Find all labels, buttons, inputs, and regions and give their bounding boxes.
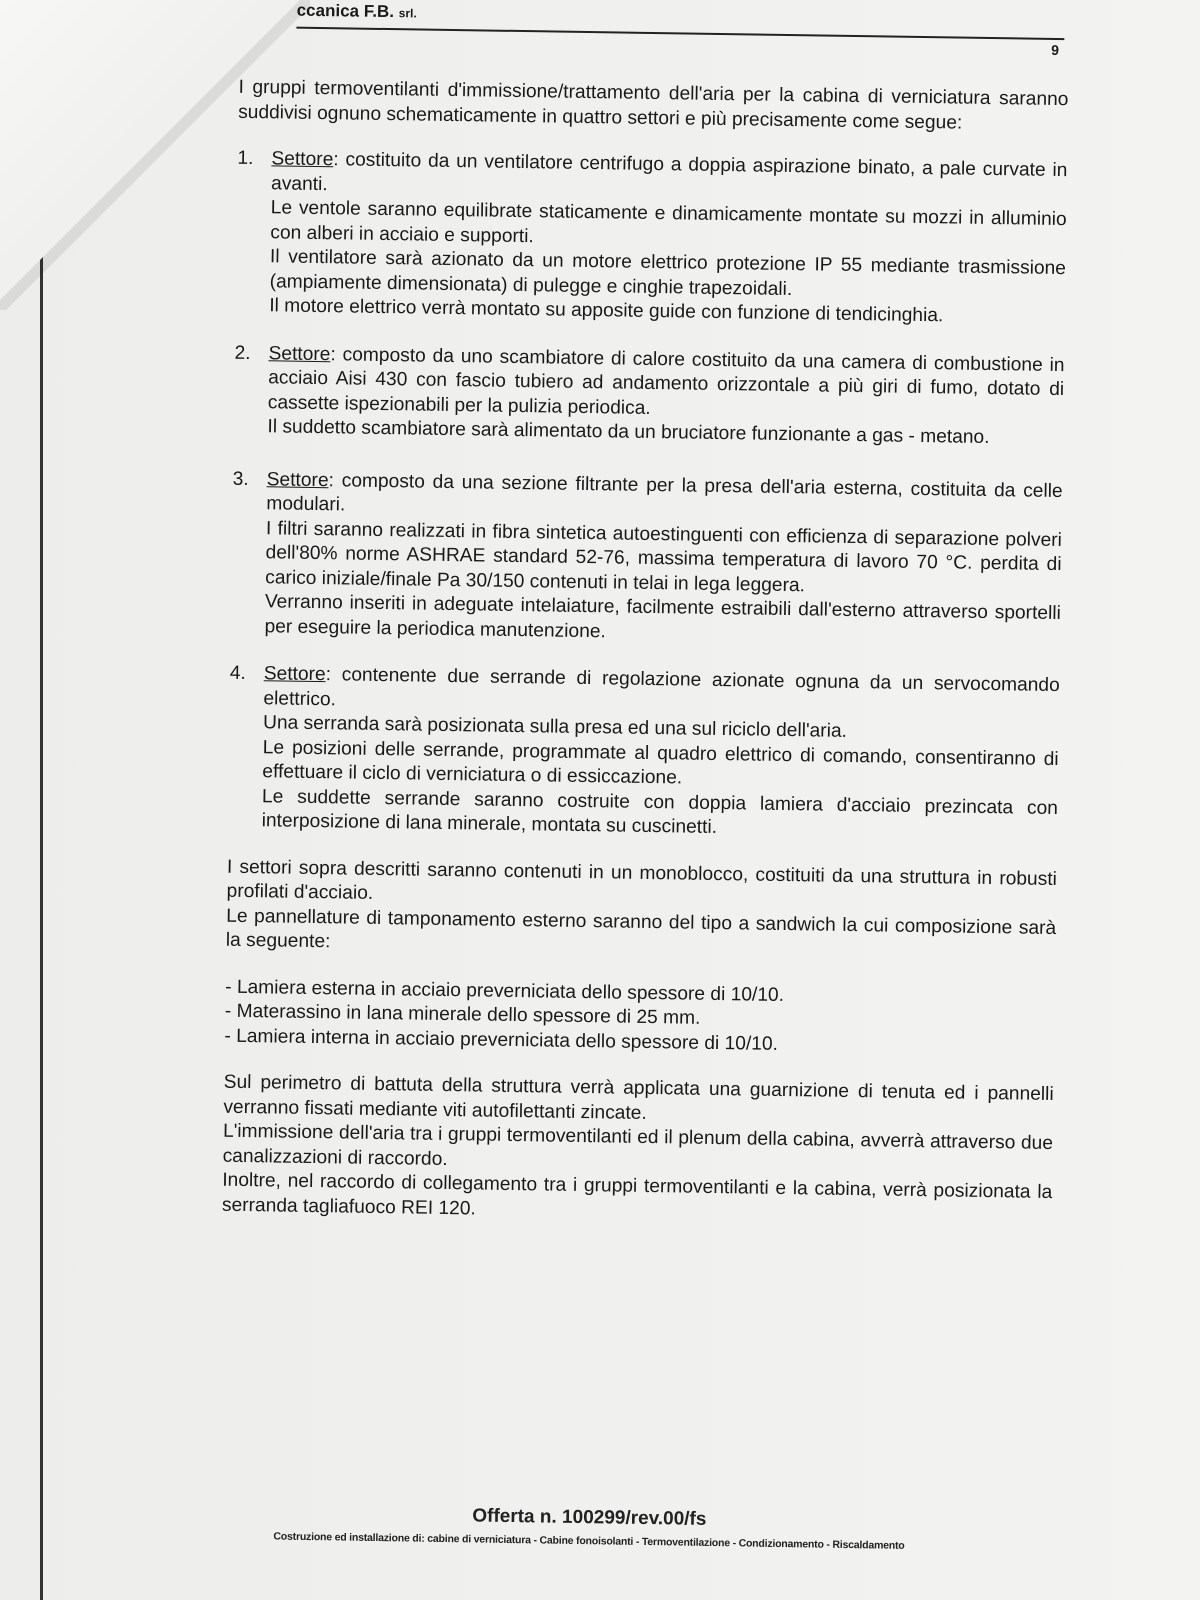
composition-list-item: - Lamiera interna in acciaio preverniciata dello spessore di 10/10. <box>224 1025 779 1055</box>
sector-paragraph: Il suddetto scambiatore sarà alimentato da un bruciatore funzionante a gas - metano. <box>267 416 990 448</box>
sector-paragraph: I filtri saranno realizzati in fibra sintetica autoestinguenti con efficienza di separazione polveri dell'80% norme ASHRAE standard 52-76, massima temperatura di lavoro 70 °C. perdita di carico iniziale/finale Pa 30/150 contenuti in telai in lega leggera. <box>265 517 1063 596</box>
sector-title: Settore <box>266 468 329 491</box>
sector-paragraph: Settore: contenente due serrande di regolazione azionate ognuna da un servocomando elettrico. <box>263 663 1060 710</box>
sector-paragraph: Le posizioni delle serrande, programmate al quadro elettrico di comando, consentiranno di effettuare il ciclo di verniciatura o di essiccazione. <box>262 736 1059 789</box>
company-suffix: srl. <box>398 6 417 21</box>
sector-paragraph: Settore: composto da una sezione filtrante per la presa dell'aria esterna, costituita da celle modulari. <box>266 468 1063 516</box>
sector-paragraph: Il motore elettrico verrà montato su apposite guide con funzione di tendicinghia. <box>269 295 944 327</box>
document-body <box>222 76 1069 1230</box>
sector-1 <box>235 147 1067 331</box>
composition-list-item: - Lamiera esterna in acciaio preverniciata dello spessore di 10/10. <box>225 976 785 1006</box>
sector-number: 4. <box>229 662 247 684</box>
sector-content <box>269 147 1067 330</box>
sector-number: 1. <box>237 147 254 170</box>
header-rule <box>296 27 1064 40</box>
gasket-paragraph: Sul perimetro di battuta della struttura verrà applicata una guarnizione di tenuta ed i pannelli verranno fissati mediante viti autofilettanti zincate. <box>223 1071 1054 1124</box>
structure-paragraph: I settori sopra descritti saranno contenuti in un monoblocco, costituiti da una struttura in robusti profilati d'acciaio. <box>226 856 1058 904</box>
sector-3 <box>230 467 1062 651</box>
company-name: ccanica F.B. <box>296 0 395 22</box>
sector-paragraph: Le suddette serrande saranno costruite con doppia lamiera d'acciaio prezincata con interposizione di lana minerale, montata su cuscinetti. <box>261 785 1059 838</box>
air-intake-paragraph: L'immissione dell'aria tra i gruppi termoventilanti ed il plenum della cabina, avverrà attraverso due canalizzazioni di raccordo. <box>222 1120 1054 1170</box>
sector-2 <box>233 341 1064 451</box>
sector-paragraph: Settore: costituito da un ventilatore centrifugo a doppia aspirazione binato, a pale curvate in avanti. <box>270 148 1068 195</box>
sector-title: Settore <box>268 342 331 365</box>
page-number: 9 <box>1051 41 1060 58</box>
sector-paragraph: Settore: composto da uno scambiatore di calore costituito da una camera di combustione in acciaio Aisi 430 con fascio tubiero ad andamento orizzontale a più giri di fumo, dotato di cassette ispezionabili per la pulizia periodica. <box>267 342 1065 419</box>
sector-title: Settore <box>263 663 326 686</box>
sector-title: Settore <box>271 148 334 171</box>
intro-paragraph: I gruppi termoventilanti d'immissione/trattamento dell'aria per la cabina di verniciatura saranno suddivisi ognuno schematicamente in quattro settori e più precisamente come segue: <box>238 76 1069 134</box>
sector-number: 3. <box>232 468 249 490</box>
sector-paragraph: Una serranda sarà posizionata sulla presa ed una sul riciclo dell'aria. <box>262 712 848 742</box>
sector-content <box>267 342 1064 452</box>
composition-intro-paragraph: Le pannellature di tamponamento esterno saranno del tipo a sandwich la cui composizione sarà la seguente: <box>225 905 1057 953</box>
sector-number: 2. <box>234 342 251 364</box>
sector-content <box>261 662 1059 845</box>
company-header <box>297 1 417 23</box>
sector-paragraph: Il ventilatore sarà azionato da un motore elettrico protezione IP 55 mediante trasmissione (ampiamente dimensionata) di pulegge e cinghie trapezoidali. <box>269 246 1067 300</box>
offer-number: Offerta n. 100299/rev.00/fs <box>472 1505 707 1530</box>
company-services-footer: Costruzione ed installazione di: cabine di verniciatura - Cabine fonoisolanti - Termoventilazione - Condizionamento - Riscaldamento <box>273 1530 905 1552</box>
composition-list-item: - Materassino in lana minerale dello spessore di 25 mm. <box>224 1000 701 1029</box>
sector-paragraph: Le ventole saranno equilibrate staticamente e dinamicamente montate su mozzi in alluminio con alberi in acciaio e supporti. <box>270 197 1067 247</box>
sector-4 <box>227 662 1059 846</box>
sector-content <box>264 468 1062 651</box>
fire-damper-paragraph: Inoltre, nel raccordo di collegamento tra i gruppi termoventilanti e la cabina, verrà posizionata la serranda tagliafuoco REI 120. <box>221 1169 1053 1219</box>
sector-paragraph: Verranno inseriti in adeguate intelaiature, facilmente estraibili dall'esterno attraverso sportelli per eseguire la periodica manutenzione. <box>264 591 1061 642</box>
